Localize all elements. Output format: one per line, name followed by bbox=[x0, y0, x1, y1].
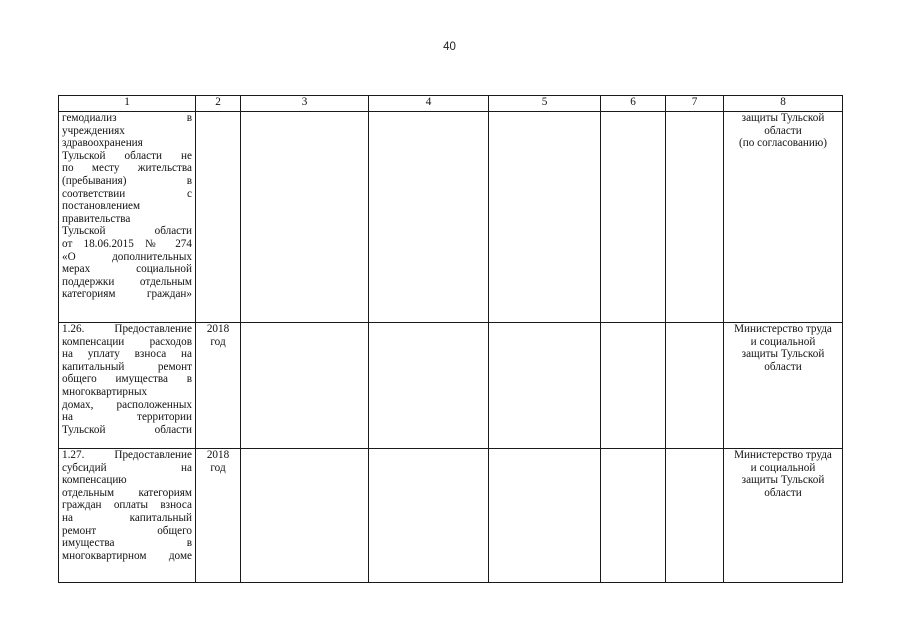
cell-col-4 bbox=[369, 449, 489, 583]
cell-col-3 bbox=[241, 323, 369, 449]
cell-text-line: на уплату взноса на bbox=[62, 348, 192, 361]
cell-col-5 bbox=[489, 323, 601, 449]
cell-text-line: на капитальный bbox=[62, 511, 192, 524]
cell-text-line: учреждениях bbox=[62, 124, 125, 137]
header-col-3: 3 bbox=[241, 96, 369, 112]
cell-text-line: защиты Тульской bbox=[741, 112, 825, 124]
cell-text-line: и социальной bbox=[750, 335, 816, 348]
cell-text-line: (пребывания) в bbox=[62, 174, 192, 187]
cell-measure-name bbox=[59, 323, 196, 449]
cell-text-line: области bbox=[764, 124, 802, 137]
cell-col-4 bbox=[369, 112, 489, 323]
cell-text-line: защиты Тульской bbox=[741, 474, 825, 487]
cell-text-line: и социальной bbox=[750, 461, 816, 474]
cell-text-line: области bbox=[764, 360, 802, 373]
header-col-5: 5 bbox=[489, 96, 601, 112]
cell-col-5 bbox=[489, 449, 601, 583]
table-row bbox=[59, 449, 843, 583]
cell-text-line: поддержки отдельным bbox=[62, 275, 192, 288]
table-row bbox=[59, 323, 843, 449]
cell-text-line: Министерство труда bbox=[734, 449, 832, 461]
cell-responsible bbox=[724, 112, 843, 323]
cell-text-line: Министерство труда bbox=[734, 323, 832, 335]
cell-text-line: Тульской области bbox=[62, 225, 192, 238]
cell-text-line: здравоохранения bbox=[62, 137, 143, 150]
header-col-6: 6 bbox=[601, 96, 666, 112]
cell-text-line: на территории bbox=[62, 411, 192, 424]
cell-text-line: Тульской области не bbox=[62, 149, 192, 162]
cell-period bbox=[196, 323, 241, 449]
cell-text-line: компенсацию bbox=[62, 474, 127, 487]
header-col-1: 1 bbox=[59, 96, 196, 112]
cell-measure-name bbox=[59, 449, 196, 583]
cell-text-line: граждан оплаты взноса bbox=[62, 499, 192, 512]
cell-col-7 bbox=[666, 449, 724, 583]
cell-period bbox=[196, 112, 241, 323]
cell-text-line: от 18.06.2015 № 274 bbox=[62, 237, 192, 250]
header-col-8: 8 bbox=[724, 96, 843, 112]
cell-text-line: 1.27. Предоставление bbox=[62, 449, 192, 461]
cell-text-line: гемодиализ в bbox=[62, 112, 192, 124]
cell-text-line: капитальный ремонт bbox=[62, 360, 192, 373]
cell-text-line: субсидий на bbox=[62, 461, 192, 474]
cell-text-line: области bbox=[764, 486, 802, 499]
header-row bbox=[59, 96, 843, 112]
cell-measure-name bbox=[59, 112, 196, 323]
cell-text-line: многоквартирном доме bbox=[62, 549, 192, 562]
cell-responsible bbox=[724, 323, 843, 449]
cell-text-line: компенсации расходов bbox=[62, 335, 192, 348]
cell-text-line: общего имущества в bbox=[62, 373, 192, 386]
cell-text-line: 2018 bbox=[206, 323, 230, 335]
cell-text-line: защиты Тульской bbox=[741, 348, 825, 361]
cell-col-4 bbox=[369, 323, 489, 449]
cell-text-line: домах, расположенных bbox=[62, 398, 192, 411]
cell-text-line: год bbox=[210, 461, 226, 474]
cell-text-line: 2018 bbox=[206, 449, 230, 461]
cell-period bbox=[196, 449, 241, 583]
header-col-7: 7 bbox=[666, 96, 724, 112]
table-row bbox=[59, 112, 843, 323]
cell-text-line: ремонт общего bbox=[62, 524, 192, 537]
cell-col-6 bbox=[601, 323, 666, 449]
cell-text-line: отдельным категориям bbox=[62, 486, 192, 499]
cell-text-line: 1.26. Предоставление bbox=[62, 323, 192, 335]
header-col-2: 2 bbox=[196, 96, 241, 112]
cell-text-line: мерах социальной bbox=[62, 263, 192, 276]
cell-text-line: (по согласованию) bbox=[739, 137, 827, 150]
cell-col-7 bbox=[666, 112, 724, 323]
cell-text-line: имущества в bbox=[62, 537, 192, 550]
cell-col-6 bbox=[601, 112, 666, 323]
page-number: 40 bbox=[443, 41, 456, 53]
cell-text-line: Тульской области bbox=[62, 423, 192, 436]
cell-text-line: правительства bbox=[62, 212, 131, 225]
program-table bbox=[58, 95, 843, 583]
cell-col-3 bbox=[241, 449, 369, 583]
cell-responsible bbox=[724, 449, 843, 583]
cell-text-line: постановлением bbox=[62, 200, 141, 213]
cell-text-line: «О дополнительных bbox=[62, 250, 192, 263]
cell-text-line: год bbox=[210, 335, 226, 348]
cell-col-3 bbox=[241, 112, 369, 323]
cell-text-line: по месту жительства bbox=[62, 162, 192, 175]
header-col-4: 4 bbox=[369, 96, 489, 112]
cell-text-line: многоквартирных bbox=[62, 385, 148, 398]
cell-text-line: соответствии с bbox=[62, 187, 192, 200]
cell-text-line: категориям граждан» bbox=[62, 288, 192, 301]
cell-col-6 bbox=[601, 449, 666, 583]
cell-col-5 bbox=[489, 112, 601, 323]
cell-col-7 bbox=[666, 323, 724, 449]
